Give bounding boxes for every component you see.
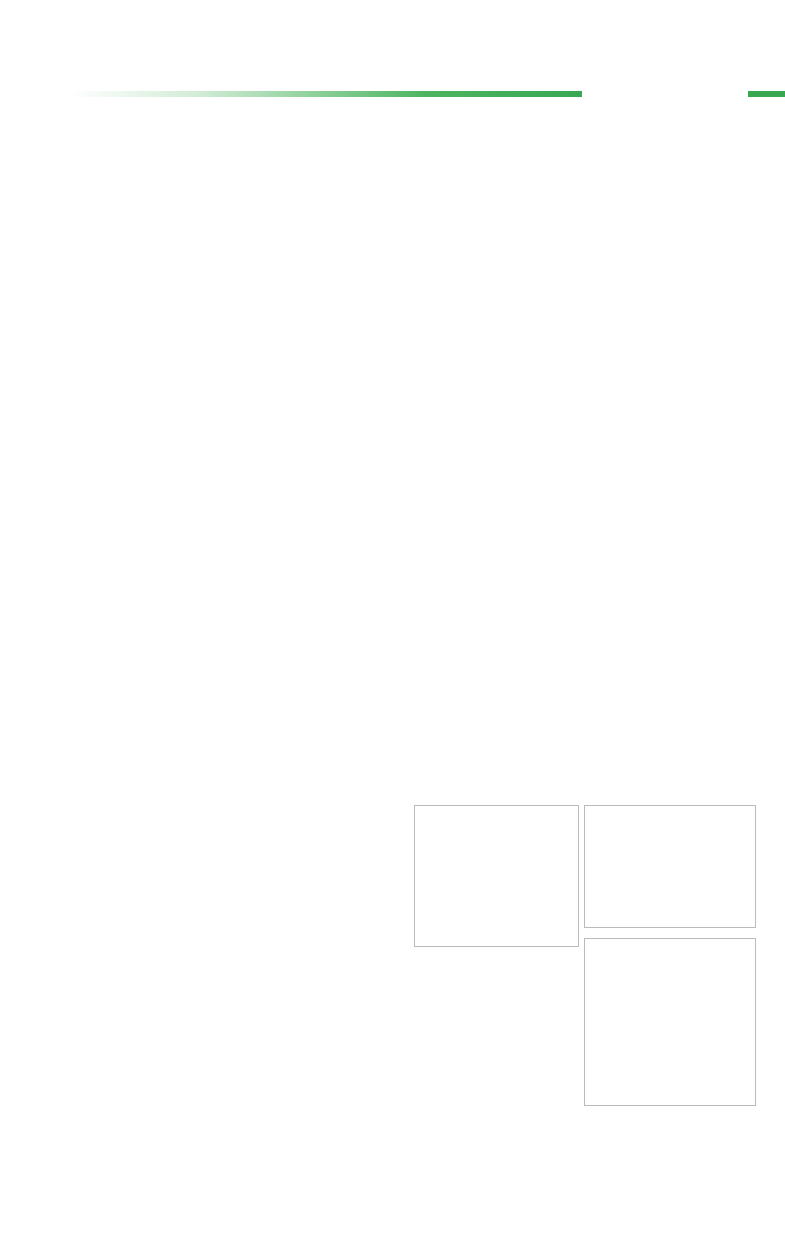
header-rule: [70, 91, 582, 97]
konjugation-title: [415, 806, 558, 809]
verbforschung-box: [584, 938, 756, 1106]
header-rule-end: [748, 91, 785, 97]
konjugation-box: [414, 805, 579, 947]
verbforschung-title: [585, 939, 735, 942]
imperativ-title: [585, 806, 735, 809]
imperativ-box: [584, 805, 756, 928]
